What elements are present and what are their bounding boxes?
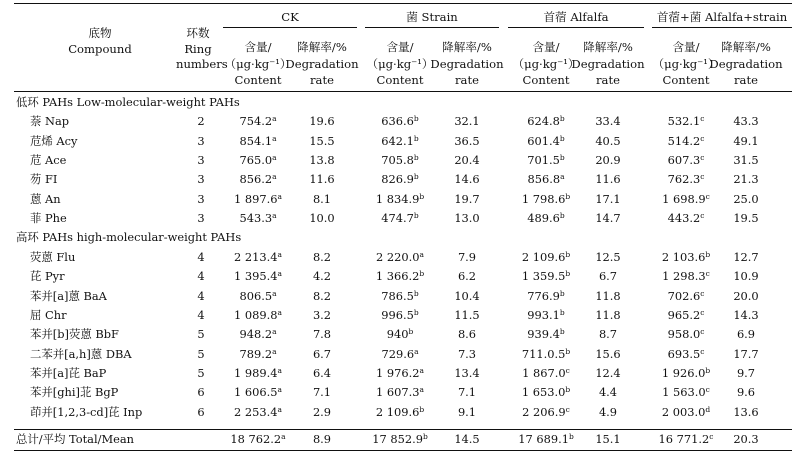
- significance-letter: b: [565, 346, 571, 356]
- row-0-rate-al: 33.4: [595, 114, 621, 129]
- row-13-content-st: 1 607.3$^a$: [376, 385, 424, 400]
- significance-letter: c: [700, 133, 705, 143]
- row-2-rate-st: 20.4: [454, 153, 480, 168]
- row-8-rate-ck: 8.2: [312, 288, 332, 303]
- row-9-ring: 4: [197, 307, 205, 322]
- total-row-rate-as: 20.3: [733, 432, 759, 446]
- subheader-content-g2-l0: 含量/: [532, 40, 560, 54]
- header-ring-cn: 环数: [186, 26, 210, 40]
- row-7-rate-ck: 4.2: [312, 269, 332, 284]
- group-rule-strain: [365, 27, 499, 28]
- row-5-content-st: 474.7$^b$: [381, 211, 419, 226]
- row-3-rate-st: 14.6: [454, 172, 480, 187]
- row-14-content-as: 2 003.0$^d$: [661, 404, 711, 419]
- significance-letter: b: [559, 153, 565, 163]
- row-6-rate-al: 12.5: [595, 249, 621, 264]
- subheader-content-g1-l1: （μg·kg⁻¹）: [366, 57, 434, 71]
- significance-letter: c: [700, 211, 705, 221]
- significance-letter: a: [281, 432, 286, 441]
- row-12-content-as: 1 926.0$^b$: [661, 365, 711, 380]
- significance-letter: b: [413, 133, 419, 143]
- group-rule-alfalfa: [508, 27, 644, 28]
- row-1-ring: 3: [197, 133, 205, 148]
- subheader-degradation-g2-l2: rate: [596, 73, 620, 87]
- row-8-compound: 苯并[a]蒽 BaA: [30, 288, 107, 303]
- significance-letter: b: [559, 307, 565, 317]
- row-11-content-st: 729.6$^a$: [381, 346, 419, 361]
- row-13-rate-st: 7.1: [457, 385, 477, 400]
- group-rule-alfalfa-strain: [652, 27, 792, 28]
- header-ring-en1: Ring: [184, 42, 212, 56]
- significance-letter: a: [272, 346, 277, 356]
- significance-letter: c: [700, 172, 705, 182]
- significance-letter: b: [565, 191, 571, 201]
- row-14-rate-as: 13.6: [733, 404, 759, 419]
- top-rule: [14, 3, 792, 4]
- significance-letter: c: [565, 404, 570, 414]
- subheader-content-g0-l1: （μg·kg⁻¹）: [224, 57, 292, 71]
- row-4-compound: 蒽 An: [30, 191, 61, 206]
- row-5-content-ck: 543.3$^a$: [239, 211, 277, 226]
- row-1-content-al: 601.4$^b$: [527, 133, 565, 148]
- row-5-rate-st: 13.0: [454, 211, 480, 226]
- section-high-molecular: 高环 PAHs high-molecular-weight PAHs: [16, 230, 242, 245]
- row-11-rate-st: 7.3: [457, 346, 477, 361]
- subheader-degradation-g3-l1: Degradation: [709, 57, 783, 71]
- significance-letter: b: [568, 432, 574, 441]
- significance-letter: b: [413, 172, 419, 182]
- row-9-content-as: 965.2$^c$: [667, 307, 705, 322]
- row-12-content-st: 1 976.2$^a$: [376, 365, 424, 380]
- row-7-rate-as: 10.9: [733, 269, 759, 284]
- row-12-rate-al: 12.4: [595, 365, 621, 380]
- row-2-rate-al: 20.9: [595, 153, 621, 168]
- significance-letter: b: [413, 114, 419, 124]
- significance-letter: c: [705, 385, 710, 395]
- row-4-rate-al: 17.1: [595, 191, 621, 206]
- row-8-content-st: 786.5$^b$: [381, 288, 419, 303]
- significance-letter: a: [272, 133, 277, 143]
- row-11-compound: 二苯并[a,h]蒽 DBA: [30, 346, 132, 361]
- significance-letter: b: [413, 307, 419, 317]
- row-9-content-al: 993.1$^b$: [527, 307, 565, 322]
- total-row-compound: 总计/平均 Total/Mean: [16, 432, 134, 446]
- row-14-content-ck: 2 253.4$^a$: [234, 404, 282, 419]
- subheader-content-g0-l2: Content: [234, 73, 282, 87]
- row-4-rate-as: 25.0: [733, 191, 759, 206]
- significance-letter: c: [700, 153, 705, 163]
- row-9-rate-ck: 3.2: [312, 307, 332, 322]
- row-0-rate-st: 32.1: [454, 114, 480, 129]
- row-8-rate-al: 11.8: [595, 288, 621, 303]
- row-13-rate-al: 4.4: [598, 385, 618, 400]
- significance-letter: a: [419, 385, 424, 395]
- significance-letter: b: [419, 269, 425, 279]
- row-9-rate-as: 14.3: [733, 307, 759, 322]
- subheader-content-g3-l2: Content: [662, 73, 710, 87]
- header-compound-cn: 底物: [88, 26, 112, 40]
- row-2-content-st: 705.8$^b$: [381, 153, 419, 168]
- row-3-ring: 3: [197, 172, 205, 187]
- row-0-content-as: 532.1$^c$: [667, 114, 705, 129]
- row-3-content-al: 856.8$^a$: [527, 172, 565, 187]
- row-3-compound: 芴 FI: [30, 172, 58, 187]
- group-alfalfa: 首蓿 Alfalfa: [543, 10, 609, 24]
- significance-letter: a: [419, 365, 424, 375]
- row-2-content-al: 701.5$^b$: [527, 153, 565, 168]
- significance-letter: b: [565, 249, 571, 259]
- row-3-content-ck: 856.2$^a$: [239, 172, 277, 187]
- subheader-degradation-g1-l2: rate: [455, 73, 479, 87]
- row-0-content-al: 624.8$^b$: [527, 114, 565, 129]
- row-0-compound: 萘 Nap: [30, 114, 70, 129]
- row-9-content-st: 996.5$^b$: [381, 307, 419, 322]
- row-1-rate-st: 36.5: [454, 133, 480, 148]
- row-1-rate-as: 49.1: [733, 133, 759, 148]
- subheader-content-g1-l0: 含量/: [386, 40, 414, 54]
- row-7-rate-al: 6.7: [598, 269, 618, 284]
- total-row-content-al: 17 689.1$^b$: [518, 432, 574, 446]
- group-rule-ck: [223, 27, 357, 28]
- row-7-ring: 4: [197, 269, 205, 284]
- significance-letter: b: [559, 288, 565, 298]
- significance-letter: a: [277, 365, 282, 375]
- subheader-degradation-g3-l2: rate: [734, 73, 758, 87]
- significance-letter: a: [272, 172, 277, 182]
- significance-letter: b: [559, 114, 565, 124]
- row-12-rate-as: 9.7: [736, 365, 756, 380]
- row-6-compound: 荧蒽 Flu: [30, 249, 76, 264]
- header-ring-en2: numbers: [176, 57, 228, 71]
- subheader-degradation-g2-l0: 降解率/%: [583, 40, 633, 54]
- significance-letter: c: [565, 365, 570, 375]
- row-11-content-al: 711.0.5$^b$: [521, 346, 571, 361]
- row-14-rate-st: 9.1: [457, 404, 477, 419]
- total-row-content-as: 16 771.2$^c$: [658, 432, 714, 446]
- significance-letter: a: [277, 269, 282, 279]
- total-row-rate-st: 14.5: [454, 432, 480, 446]
- row-2-ring: 3: [197, 153, 205, 168]
- significance-letter: c: [705, 191, 710, 201]
- row-12-rate-ck: 6.4: [312, 365, 332, 380]
- row-4-content-ck: 1 897.6$^a$: [234, 191, 282, 206]
- row-7-content-ck: 1 395.4$^a$: [234, 269, 282, 284]
- significance-letter: a: [419, 249, 424, 259]
- row-8-content-ck: 806.5$^a$: [239, 288, 277, 303]
- row-11-rate-al: 15.6: [595, 346, 621, 361]
- significance-letter: b: [413, 211, 419, 221]
- significance-letter: b: [705, 249, 711, 259]
- significance-letter: c: [700, 288, 705, 298]
- row-13-content-as: 1 563.0$^c$: [662, 385, 710, 400]
- row-8-ring: 4: [197, 288, 205, 303]
- row-2-content-as: 607.3$^c$: [667, 153, 705, 168]
- row-1-rate-al: 40.5: [595, 133, 621, 148]
- significance-letter: a: [272, 114, 277, 124]
- significance-letter: a: [272, 327, 277, 337]
- significance-letter: b: [408, 327, 414, 337]
- subheader-degradation-g0-l1: Degradation: [285, 57, 359, 71]
- row-10-compound: 苯并[b]荧蒽 BbF: [30, 327, 119, 342]
- row-0-ring: 2: [197, 114, 205, 129]
- row-13-content-al: 1 653.0$^b$: [521, 385, 571, 400]
- row-4-rate-st: 19.7: [454, 191, 480, 206]
- total-row-content-st: 17 852.9$^b$: [372, 432, 428, 446]
- row-11-content-ck: 789.2$^a$: [239, 346, 277, 361]
- row-8-content-al: 776.9$^b$: [527, 288, 565, 303]
- row-14-rate-ck: 2.9: [312, 404, 332, 419]
- row-14-rate-al: 4.9: [598, 404, 618, 419]
- significance-letter: c: [700, 346, 705, 356]
- significance-letter: b: [559, 133, 565, 143]
- row-7-content-st: 1 366.2$^b$: [375, 269, 425, 284]
- row-10-rate-st: 8.6: [457, 327, 477, 342]
- row-6-content-ck: 2 213.4$^a$: [234, 249, 282, 264]
- row-12-compound: 苯并[a]芘 BaP: [30, 365, 107, 380]
- subheader-content-g2-l2: Content: [522, 73, 570, 87]
- subheader-content-g1-l2: Content: [376, 73, 424, 87]
- significance-letter: b: [565, 385, 571, 395]
- row-5-content-as: 443.2$^c$: [667, 211, 705, 226]
- row-5-content-al: 489.6$^b$: [527, 211, 565, 226]
- row-10-rate-as: 6.9: [736, 327, 756, 342]
- row-1-content-ck: 854.1$^a$: [239, 133, 277, 148]
- row-10-content-as: 958.0$^c$: [667, 327, 705, 342]
- row-4-ring: 3: [197, 191, 205, 206]
- group-alfalfa-strain: 首蓿+菌 Alfalfa+strain: [656, 10, 788, 24]
- row-8-content-as: 702.6$^c$: [667, 288, 705, 303]
- row-0-rate-ck: 19.6: [309, 114, 335, 129]
- row-4-content-al: 1 798.6$^b$: [521, 191, 571, 206]
- row-4-content-st: 1 834.9$^b$: [375, 191, 425, 206]
- row-2-rate-ck: 13.8: [309, 153, 335, 168]
- row-9-rate-st: 11.5: [454, 307, 480, 322]
- subheader-degradation-g2-l1: Degradation: [571, 57, 645, 71]
- header-compound-en: Compound: [68, 42, 132, 56]
- significance-letter: a: [272, 153, 277, 163]
- group-ck: CK: [281, 10, 299, 24]
- subheader-degradation-g0-l2: rate: [310, 73, 334, 87]
- row-11-rate-as: 17.7: [733, 346, 759, 361]
- significance-letter: b: [565, 269, 571, 279]
- total-row-rate-al: 15.1: [595, 432, 621, 446]
- subheader-degradation-g1-l0: 降解率/%: [442, 40, 492, 54]
- header-bottom-rule: [14, 91, 792, 92]
- row-8-rate-as: 20.0: [733, 288, 759, 303]
- subheader-content-g0-l0: 含量/: [244, 40, 272, 54]
- significance-letter: b: [413, 153, 419, 163]
- row-2-content-ck: 765.0$^a$: [239, 153, 277, 168]
- row-6-rate-st: 7.9: [457, 249, 477, 264]
- row-7-compound: 芘 Pyr: [30, 269, 65, 284]
- significance-letter: a: [414, 346, 419, 356]
- significance-letter: a: [277, 191, 282, 201]
- row-7-rate-st: 6.2: [457, 269, 477, 284]
- row-0-rate-as: 43.3: [733, 114, 759, 129]
- subheader-content-g3-l0: 含量/: [672, 40, 700, 54]
- row-6-content-as: 2 103.6$^b$: [661, 249, 711, 264]
- row-5-rate-al: 14.7: [595, 211, 621, 226]
- row-1-compound: 苊烯 Acy: [30, 133, 78, 148]
- significance-letter: a: [277, 249, 282, 259]
- significance-letter: c: [709, 432, 714, 441]
- row-5-compound: 菲 Phe: [30, 211, 67, 226]
- row-5-ring: 3: [197, 211, 205, 226]
- row-10-rate-al: 8.7: [598, 327, 618, 342]
- row-13-rate-ck: 7.1: [312, 385, 332, 400]
- significance-letter: a: [277, 307, 282, 317]
- row-7-content-al: 1 359.5$^b$: [521, 269, 571, 284]
- significance-letter: a: [277, 385, 282, 395]
- significance-letter: b: [705, 365, 711, 375]
- row-11-content-as: 693.5$^c$: [667, 346, 705, 361]
- row-9-content-ck: 1 089.8$^a$: [234, 307, 282, 322]
- row-10-rate-ck: 7.8: [312, 327, 332, 342]
- row-12-rate-st: 13.4: [454, 365, 480, 380]
- subheader-degradation-g0-l0: 降解率/%: [297, 40, 347, 54]
- row-13-compound: 苯并[ghi]苝 BgP: [30, 385, 119, 400]
- significance-letter: c: [700, 114, 705, 124]
- bottom-rule: [14, 450, 792, 451]
- row-12-content-al: 1 867.0$^c$: [522, 365, 570, 380]
- row-6-rate-ck: 8.2: [312, 249, 332, 264]
- significance-letter: c: [705, 269, 710, 279]
- row-9-rate-al: 11.8: [595, 307, 621, 322]
- subheader-content-g2-l1: （μg·kg⁻¹）: [512, 57, 580, 71]
- significance-letter: c: [700, 327, 705, 337]
- row-6-ring: 4: [197, 249, 205, 264]
- row-0-content-ck: 754.2$^a$: [239, 114, 277, 129]
- section-low-molecular: 低环 PAHs Low-molecular-weight PAHs: [16, 95, 240, 109]
- row-10-ring: 5: [197, 327, 205, 342]
- row-14-content-st: 2 109.6$^b$: [375, 404, 425, 419]
- row-9-compound: 屈 Chr: [30, 307, 67, 322]
- row-3-content-as: 762.3$^c$: [667, 172, 705, 187]
- row-3-rate-as: 21.3: [733, 172, 759, 187]
- row-12-content-ck: 1 989.4$^a$: [234, 365, 282, 380]
- row-3-rate-al: 11.6: [595, 172, 621, 187]
- significance-letter: a: [272, 288, 277, 298]
- row-3-rate-ck: 11.6: [309, 172, 335, 187]
- row-14-ring: 6: [197, 404, 205, 419]
- subheader-degradation-g3-l0: 降解率/%: [721, 40, 771, 54]
- row-7-content-as: 1 298.3$^c$: [662, 269, 710, 284]
- row-1-content-as: 514.2$^c$: [667, 133, 705, 148]
- significance-letter: a: [272, 211, 277, 221]
- significance-letter: b: [422, 432, 428, 441]
- row-10-content-ck: 948.2$^a$: [239, 327, 277, 342]
- significance-letter: b: [419, 191, 425, 201]
- row-11-rate-ck: 6.7: [312, 346, 332, 361]
- subheader-degradation-g1-l1: Degradation: [430, 57, 504, 71]
- significance-letter: b: [559, 327, 565, 337]
- row-0-content-st: 636.6$^b$: [381, 114, 419, 129]
- row-3-content-st: 826.9$^b$: [381, 172, 419, 187]
- row-11-ring: 5: [197, 346, 205, 361]
- row-4-content-as: 1 698.9$^c$: [662, 191, 710, 206]
- row-14-content-al: 2 206.9$^c$: [522, 404, 570, 419]
- row-4-rate-ck: 8.1: [312, 191, 332, 206]
- total-row-rate-ck: 8.9: [312, 432, 332, 446]
- significance-letter: c: [700, 307, 705, 317]
- significance-letter: a: [277, 404, 282, 414]
- row-13-content-ck: 1 606.5$^a$: [234, 385, 282, 400]
- row-10-content-st: 940$^b$: [386, 327, 414, 342]
- significance-letter: b: [419, 404, 425, 414]
- group-strain: 菌 Strain: [406, 10, 458, 24]
- row-6-content-al: 2 109.6$^b$: [521, 249, 571, 264]
- significance-letter: b: [413, 288, 419, 298]
- row-6-rate-as: 12.7: [733, 249, 759, 264]
- row-2-compound: 苊 Ace: [30, 153, 67, 168]
- total-top-rule: [14, 429, 792, 430]
- subheader-content-g3-l1: （μg·kg⁻¹）: [652, 57, 720, 71]
- row-1-content-st: 642.1$^b$: [381, 133, 419, 148]
- row-14-compound: 茚并[1,2,3-cd]芘 Inp: [30, 404, 143, 419]
- row-5-rate-ck: 10.0: [309, 211, 335, 226]
- row-8-rate-st: 10.4: [454, 288, 480, 303]
- significance-letter: b: [559, 211, 565, 221]
- significance-letter: a: [560, 172, 565, 182]
- row-13-rate-as: 9.6: [736, 385, 756, 400]
- row-12-ring: 5: [197, 365, 205, 380]
- row-6-content-st: 2 220.0$^a$: [376, 249, 424, 264]
- row-1-rate-ck: 15.5: [309, 133, 335, 148]
- row-2-rate-as: 31.5: [733, 153, 759, 168]
- row-5-rate-as: 19.5: [733, 211, 759, 226]
- total-row-content-ck: 18 762.2$^a$: [230, 432, 286, 446]
- significance-letter: d: [705, 404, 711, 414]
- row-13-ring: 6: [197, 385, 205, 400]
- row-10-content-al: 939.4$^b$: [527, 327, 565, 342]
